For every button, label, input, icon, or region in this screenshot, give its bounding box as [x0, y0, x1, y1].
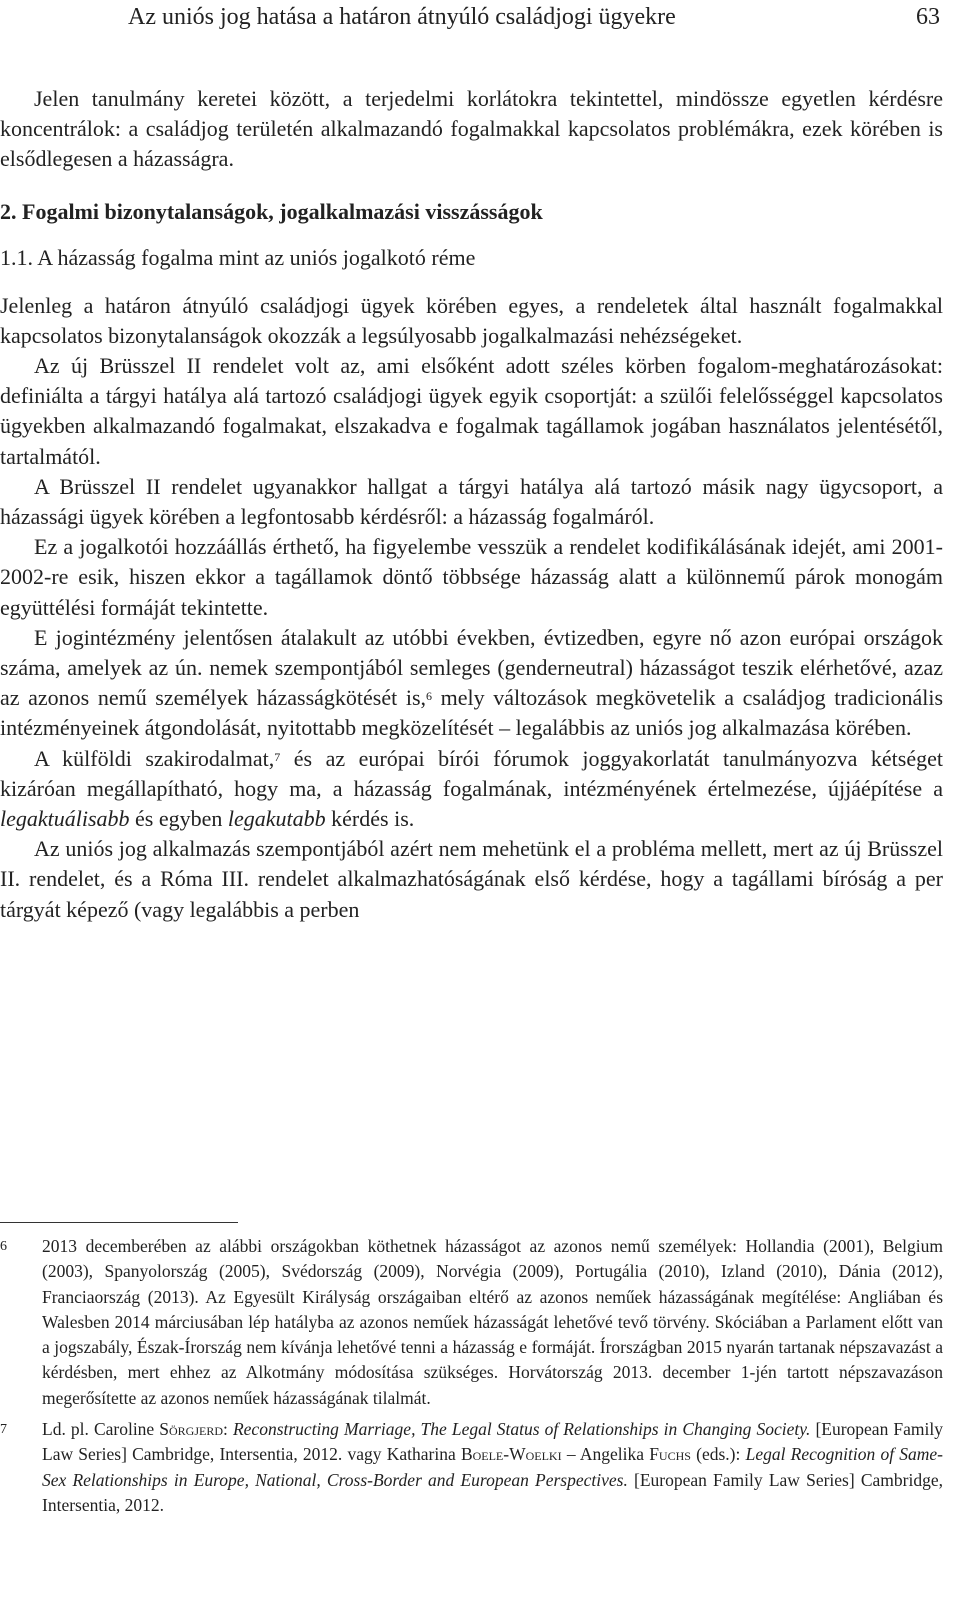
paragraph-5-text-a: E jogintézmény jelentősen átalakult az utóbbi években, évtizedben, egyre nő azon európai országok száma, amelyek az ún. nemek szempontjából semleges (genderneutral) házasságot teszik elérhetővé, azaz az azonos nemű személyek házasságkötését is, [0, 624, 943, 711]
footnote-7-title-2: Legal Recognition of Same-Sex Relationships in Europe, National, Cross-Border and European Perspectives. [42, 1444, 943, 1490]
footnote-7-number: 7 [0, 1422, 7, 1438]
page-number: 63 [916, 4, 940, 30]
running-title: Az uniós jog hatása a határon átnyúló családjogi ügyekre [128, 4, 676, 30]
paragraph-5-text-b: mely változások megkövetelik a családjog tradicionális intézményeinek átgondolását, nyitottabb megközelítését – legalábbis az uniós jog alkalmazása körében. [0, 685, 944, 741]
footnote-6-number: 6 [0, 1239, 7, 1254]
footnote-7-text-e: (eds.): [690, 1444, 746, 1465]
footnote-7 [0, 1417, 943, 1518]
paragraph-6-text-a: A külföldi szakirodalmat, [34, 745, 275, 771]
footnote-7-author-2: Boele-Woelki [460, 1444, 562, 1465]
running-header [128, 2, 940, 32]
footnote-6 [0, 1234, 943, 1411]
footnote-7-author-3: Fuchs [649, 1444, 691, 1465]
paragraph-6-text-b: és az európai bírói fórumok joggyakorlatát tanulmányozva kétséget kizáróan megállapítható, hogy ma, a házasság fogalmának, intézményének értelmezése, újjáépítése a [0, 745, 943, 801]
footnote-7-text-f: [European Family Law Series] Cambridge, Intersentia, 2012. [42, 1469, 943, 1515]
footnote-7-title-1: Reconstructing Marriage, The Legal Status of Relationships in Changing Society. [232, 1419, 811, 1440]
footnote-7-text-b: : [223, 1419, 233, 1440]
intro-paragraph: Jelen tanulmány keretei között, a terjedelmi korlátokra tekintettel, mindössze egyetlen kérdésre koncentrálok: a családjog területén alkalmazandó fogalmakkal kapcsolatos problémákra, ezek körében is elsődlegesen a házasságra. [0, 86, 943, 172]
emphasis-legakutabb: legakutabb [227, 806, 326, 832]
paragraph-6 [0, 744, 943, 835]
paragraph-2: Az új Brüsszel II rendelet volt az, ami elsőként adott széles körben fogalom-meghatározásokat: definiálta a tárgyi hatálya alá tartozó családjogi ügyek egyik csoportját: a szülői felelősséggel kapcsolatos ügyekben alkalmazandó fogalmakat, elszakadva e fogalmak tagállamok jogában használatos jelentésétől, tartalmától. [0, 353, 943, 469]
paragraph-6-text-d: kérdés is. [325, 806, 415, 832]
paragraph-4: Ez a jogalkotói hozzáállás érthető, ha figyelembe vesszük a rendelet kodifikálásának idejét, ami 2001-2002-re esik, hiszen ekkor a tagállamok döntő többsége házasság alatt a különnemű párok monogám együttélési formáját tekintette. [0, 534, 943, 620]
footnote-7-text-a: Ld. pl. Caroline [42, 1419, 160, 1440]
paragraph-1: Jelenleg a határon átnyúló családjogi ügyek körében egyes, a rendeletek által használt fogalmakkal kapcsolatos bizonytalanságok okozzák a legsúlyosabb jogalkalmazási nehézségeket. [0, 292, 943, 348]
footnote-ref-6[interactable]: 6 [426, 689, 433, 704]
main-text [0, 84, 943, 925]
footnote-ref-7[interactable]: 7 [274, 749, 281, 764]
subsection-heading: 1.1. A házasság fogalma mint az uniós jogalkotó réme [0, 244, 476, 270]
footnote-7-text-c: [European Family Law Series] Cambridge, Intersentia, 2012. vagy Katharina [42, 1419, 943, 1465]
section-heading: 2. Fogalmi bizonytalanságok, jogalkalmazási visszásságok [0, 198, 543, 224]
emphasis-legaktualisabb: legaktuálisabb [0, 806, 130, 832]
paragraph-5 [0, 623, 943, 744]
footnote-6-text: 2013 decemberében az alábbi országokban köthetnek házasságot az azonos nemű személyek: Hollandia (2001), Belgium (2003), Spanyolország (2005), Svédország (2009), Norvégia (2009), Portugália (2010), Izland (2010), Dánia (2012), Franciaország (2013). Az Egyesült Királyság országaiban eltérő az azonos neműek házasságának megítélése: Angliában és Walesben 2014 márciusában lép hatályba az azonos neműek házasságát lehetővé tevő törvény. Skóciában a Parlament előtt van a jogszabály, Észak-Írország nem kívánja lehetővé tenni a házasság e formáját. Írországban 2015 nyarán tartanak népszavazást a kérdésben, mert ehhez az Alkotmány módosítása szükséges. Horvátország 2013. december 1-jén tartott népszavazáson megerősítette az azonos neműek házasságának tilalmát. [42, 1236, 943, 1408]
footnote-7-author-1: Sörgjerd [159, 1419, 224, 1440]
paragraph-6-text-c: és egyben [129, 806, 228, 832]
paragraph-7: Az uniós jog alkalmazás szempontjából azért nem mehetünk el a probléma mellett, mert az új Brüsszel II. rendelet, és a Róma III. rendelet alkalmazhatóságának első kérdése, hogy a tagállami bíróság a per tárgyát képező (vagy legalábbis a perben [0, 836, 943, 922]
footnote-7-text-d: – Angelika [561, 1444, 650, 1465]
footnote-separator [0, 1222, 238, 1223]
paragraph-3: A Brüsszel II rendelet ugyanakkor hallgat a tárgyi hatálya alá tartozó másik nagy ügycsoport, a házassági ügyek körében a legfontosabb kérdésről: a házasság fogalmáról. [0, 473, 943, 530]
footnotes [0, 1234, 943, 1524]
